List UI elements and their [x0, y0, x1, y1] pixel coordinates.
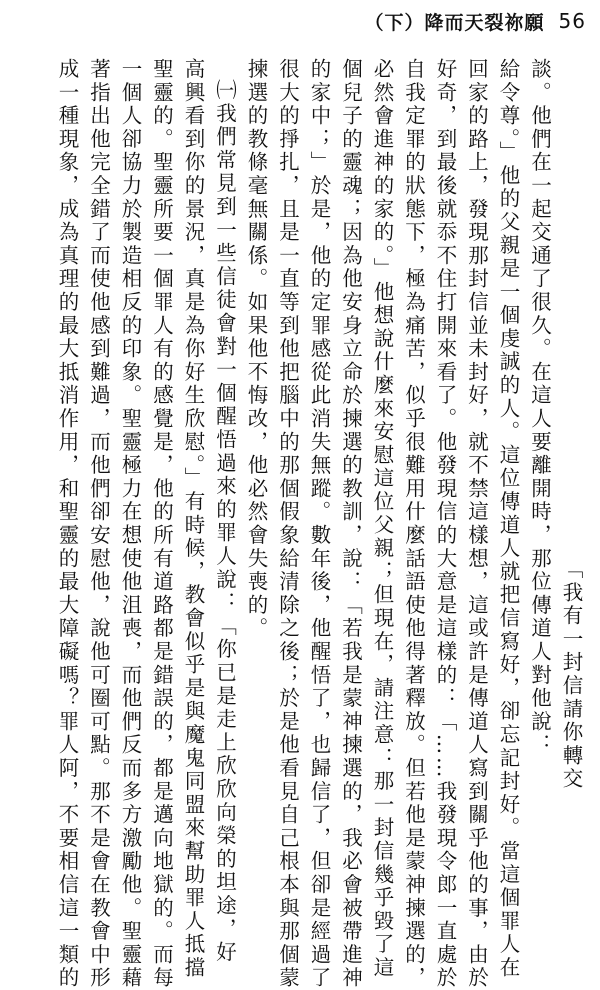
- text-column: 的家中；」於是，他的定罪感從此消失無蹤。數年後，他醒悟了，也歸信了，但卻是經過了: [307, 58, 331, 990]
- text-column: 一個人卻協力於製造相反的印象。聖靈極力在想使他沮喪，而他們反而多方激勵他。聖靈藉: [118, 58, 142, 990]
- text-column: 很大的掙扎，且是一直等到他把腦中的那個假象給清除之後；於是他看見自己根本與那個蒙: [275, 58, 300, 990]
- text-column: 必然會進神的家的。」他想說什麼來安慰這位父親；但現在，請注意：那一封信幾乎毀了這: [370, 58, 394, 980]
- text-column: 揀選的教條毫無關係。如果他不悔改，他必然會失喪的。: [244, 58, 268, 641]
- text-column: 回家的路上，發現那封信並未封好，就不禁這樣想，這或許是傳道人寫到關乎他的事，由於: [464, 58, 489, 990]
- text-column: 高興看到你的景況，真是為你好生欣慰。」有時候，教會似乎是與魔鬼同盟來幫助罪人抵擋: [181, 58, 205, 980]
- text-column: 成一種現象，成為真理的最大抵消作用，和聖靈的最大障礙嗎？罪人阿，不要相信這一類的: [55, 58, 79, 990]
- text-column: 談。他們在一起交通了很久。在這人要離開時，那位傳道人對他說：: [527, 58, 552, 757]
- text-column: 給令尊。」他的父親是一個虔誠的人。這位傳道人就把信寫好，卻忘記封好。當這個罪人在: [496, 58, 520, 980]
- page-header: [365, 8, 586, 34]
- text-column: 著指出他完全錯了而使他感到難過，而他們卻安慰他，說他可圈可點。那不是會在教會中形: [86, 58, 111, 990]
- chapter-title: （下）降而天裂祢願: [364, 11, 545, 34]
- text-column: 好奇，到最後就忝不住打開來看了。他發現信的大意是這樣的：「……我發現令郎一直處於: [433, 58, 457, 990]
- page-number: 56: [558, 9, 586, 33]
- text-column: 聖靈的。聖靈所要一個罪人有的感覺是，他的所有道路都是錯誤的，都是邁向地獄的。而每: [149, 58, 174, 990]
- text-column: 自我定罪的狀態下，極為痛苦，似乎很難用什麼話語使他得著釋放。但若他是蒙神揀選的，: [401, 58, 426, 990]
- page-body-text: [51, 58, 587, 990]
- text-column: 個兒子的靈魂；因為他安身立命於揀選的教訓，說：「若我是蒙神揀選的，我必會被帶進神: [338, 58, 363, 990]
- text-column: 「我有一封信請你轉交: [559, 558, 583, 791]
- text-column: ㈠我們常見到一些信徒會對一個醒悟過來的罪人說：「你已是走上欣欣向榮的坦途，好: [212, 79, 237, 965]
